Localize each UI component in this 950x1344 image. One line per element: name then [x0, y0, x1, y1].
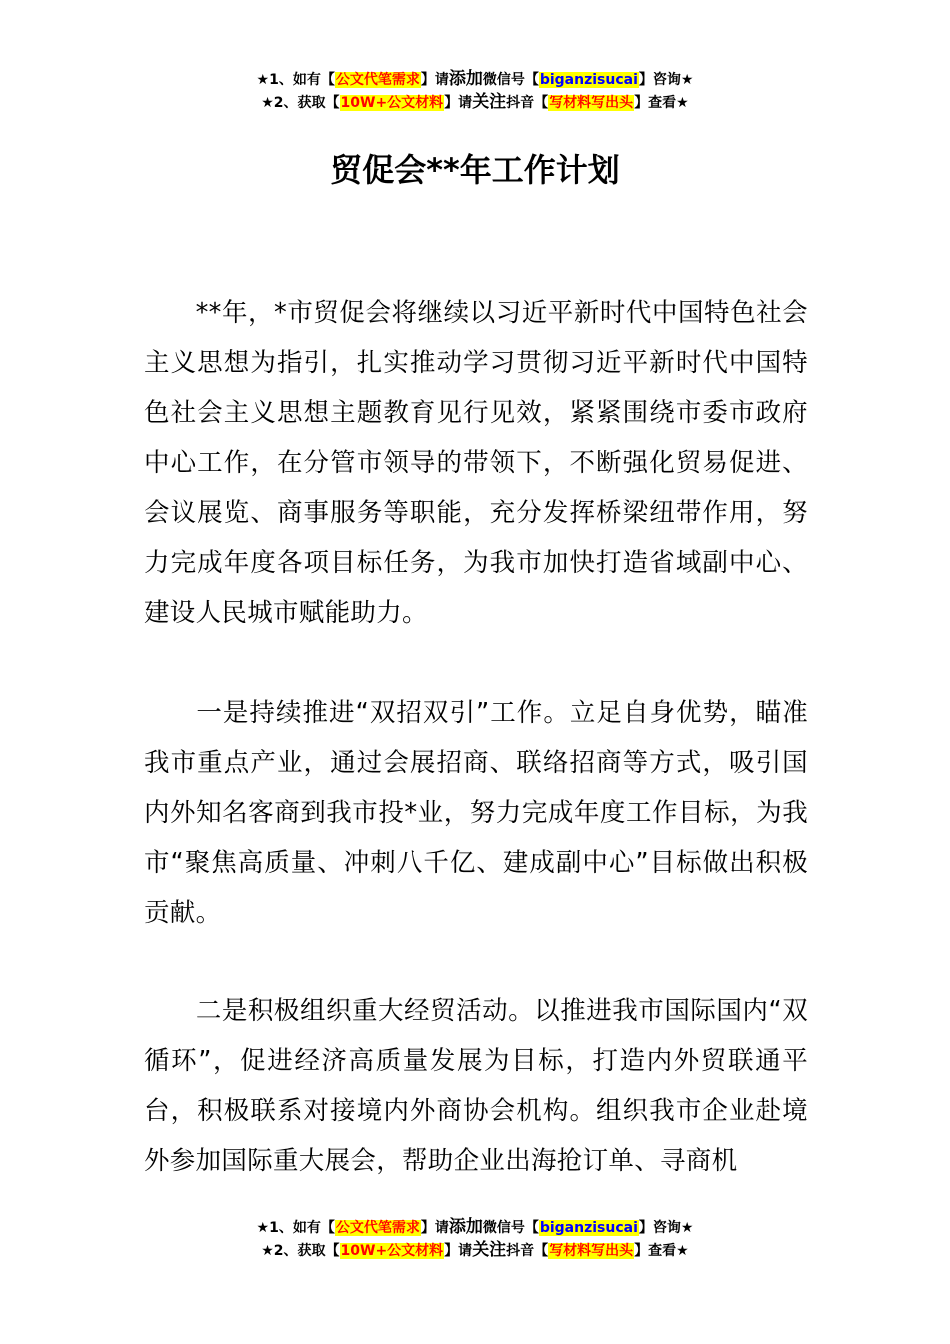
douyin-id: 写材料写出头	[549, 95, 634, 111]
wechat-id: biganzisucai	[539, 72, 638, 88]
promo-emphasis: 添加	[448, 1217, 483, 1237]
promo-emphasis: 关注	[472, 92, 507, 112]
promo-suffix: 】查看★	[634, 1243, 689, 1259]
promo-line-2	[0, 1239, 950, 1262]
promo-highlight: 10W+公文材料	[340, 95, 444, 111]
paragraph-text: **年，*市贸促会将继续以习近平新时代中国特色社会主义思想为指引，扎实推动学习贯彻习近平新时代中国特色社会主义思想主题教育见行见效，紧紧围绕市委市政府中心工作，在分管市领导的带领下，不断强化贸易促进、会议展览、商事服务等职能，充分发挥桥梁纽带作用，努力完成年度各项目标任务，为我市加快打造省域副中心、建设人民城市赋能助力。	[144, 298, 808, 628]
promo-text: 】请	[420, 72, 449, 88]
promo-text: 】请	[444, 1243, 473, 1259]
promo-banner-bottom	[0, 1216, 950, 1262]
paragraph-text: 一是持续推进“双招双引”工作。立足自身优势，瞄准我市重点产业，通过会展招商、联络招商等方式，吸引国内外知名客商到我市投*业，努力完成年度工作目标，为我市“聚焦高质量、冲刺八千亿、建成副中心”目标做出积极贡献。	[144, 698, 808, 928]
promo-text: 】请	[444, 95, 473, 111]
wechat-id: biganzisucai	[539, 1220, 638, 1236]
paragraph-intro	[144, 288, 808, 638]
promo-emphasis: 添加	[448, 69, 483, 89]
promo-text: 】请	[420, 1220, 449, 1236]
douyin-id: 写材料写出头	[549, 1243, 634, 1259]
promo-text: 抖音【	[506, 95, 549, 111]
document-title: 贸促会**年工作计划	[330, 151, 620, 189]
promo-line-2	[0, 91, 950, 114]
paragraph-item-1	[144, 688, 808, 938]
promo-emphasis: 关注	[472, 1240, 507, 1260]
promo-line-1	[0, 1216, 950, 1239]
promo-suffix: 】查看★	[634, 95, 689, 111]
promo-highlight: 10W+公文材料	[340, 1243, 444, 1259]
promo-prefix: ★1、如有【	[256, 1220, 335, 1236]
promo-suffix: 】咨询★	[638, 1220, 694, 1236]
promo-prefix: ★1、如有【	[256, 72, 335, 88]
promo-text: 微信号【	[482, 1220, 539, 1236]
promo-prefix: ★2、获取【	[261, 1243, 340, 1259]
promo-banner-top	[0, 68, 950, 114]
promo-text: 微信号【	[482, 72, 539, 88]
promo-prefix: ★2、获取【	[261, 95, 340, 111]
promo-highlight: 公文代笔需求	[335, 1220, 420, 1236]
promo-line-1	[0, 68, 950, 91]
promo-text: 抖音【	[506, 1243, 549, 1259]
promo-suffix: 】咨询★	[638, 72, 694, 88]
paragraph-item-2	[144, 986, 808, 1186]
promo-highlight: 公文代笔需求	[335, 72, 420, 88]
paragraph-text: 二是积极组织重大经贸活动。以推进我市国际国内“双循环”，促进经济高质量发展为目标，打造内外贸联通平台，积极联系对接境内外商协会机构。组织我市企业赴境外参加国际重大展会，帮助企业出海抢订单、寻商机	[144, 996, 808, 1176]
